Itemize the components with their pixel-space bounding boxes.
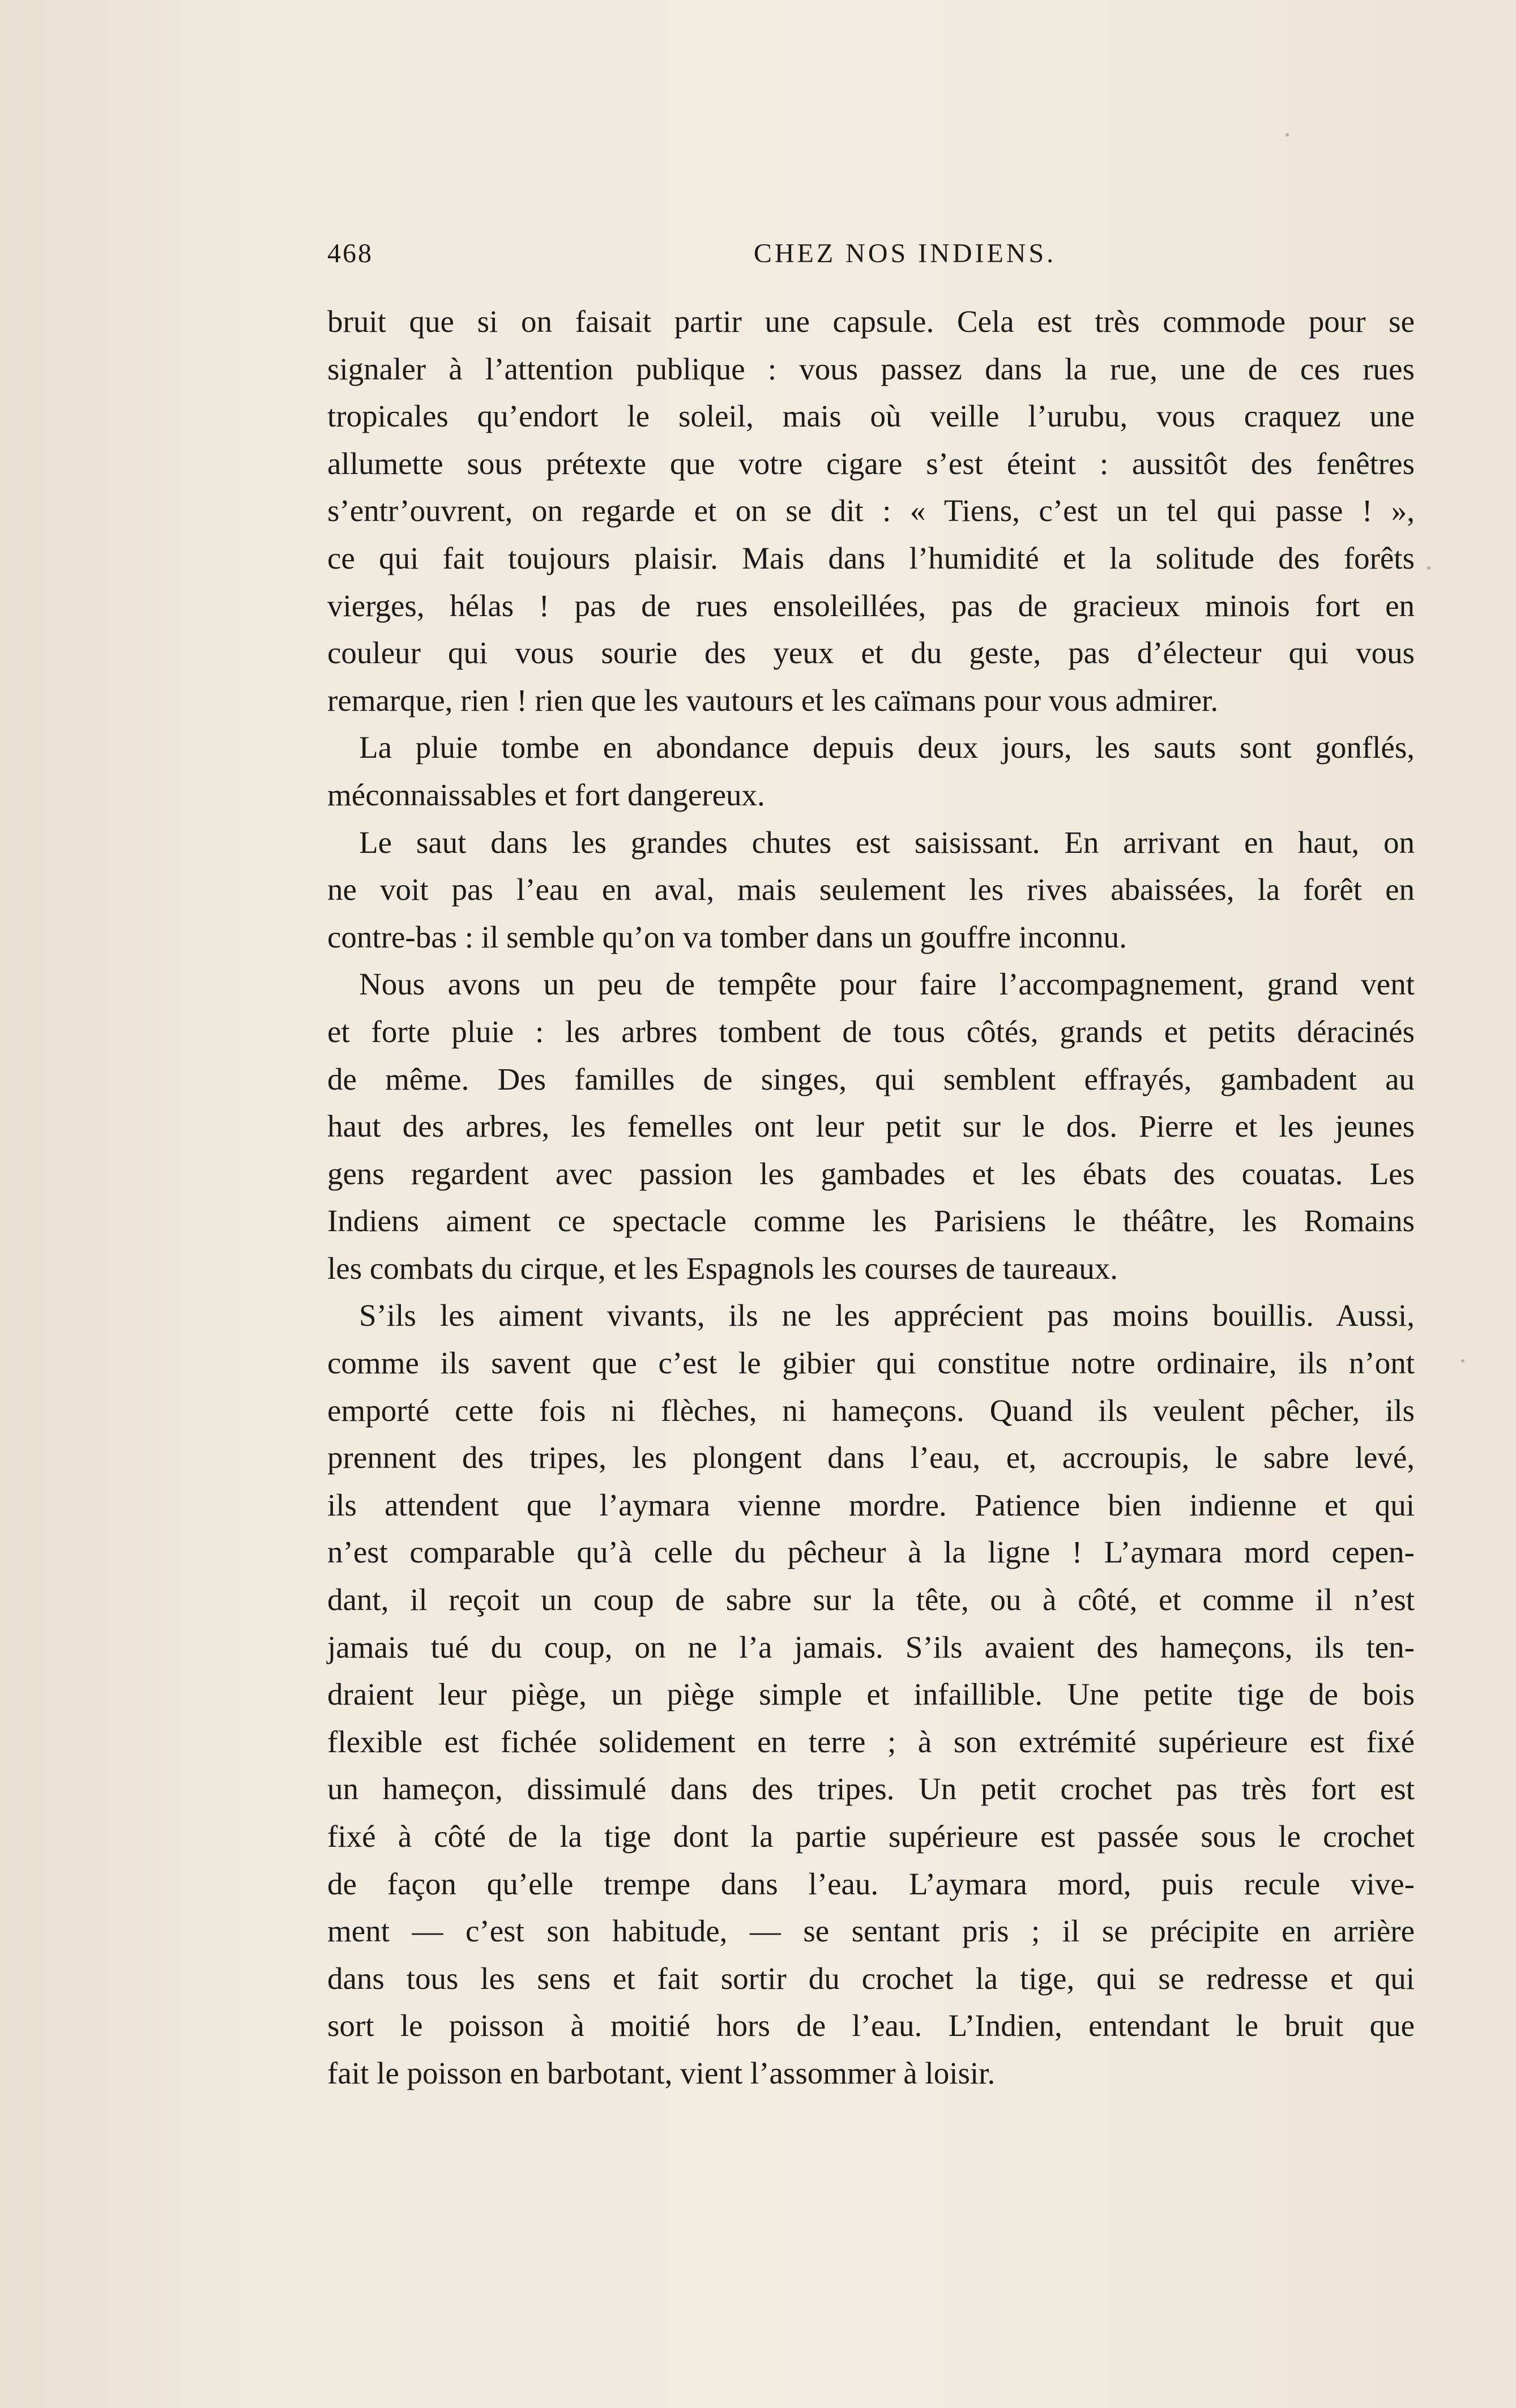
text-line: remarque, rien ! rien que les vautours et les caïmans pour vous admirer. [327,682,1219,718]
text-line: allumette sous prétexte que votre cigare s’est éteint : aussitôt des fenêtres [327,446,1415,481]
text-line: les combats du cirque, et les Espagnols les courses de taureaux. [327,1250,1118,1286]
text-line: flexible est fichée solidement en terre ; à son extrémité supérieure est fixé [327,1724,1415,1759]
text-line: La pluie tombe en abondance depuis deux jours, les sauts sont gonflés, [359,730,1415,765]
text-line: fixé à côté de la tige dont la partie supérieure est passée sous le crochet [327,1819,1415,1854]
text-line: prennent des tripes, les plongent dans l’eau, et, accroupis, le sabre levé, [327,1440,1415,1475]
text-line: couleur qui vous sourie des yeux et du geste, pas d’électeur qui vous [327,635,1415,671]
text-line: s’entr’ouvrent, on regarde et on se dit : « Tiens, c’est un tel qui passe ! », [327,493,1415,528]
text-line: méconnaissables et fort dangereux. [327,777,765,812]
text-line: ce qui fait toujours plaisir. Mais dans l’humidité et la solitude des forêts [327,540,1415,575]
text-line: jamais tué du coup, on ne l’a jamais. S’ils avaient des hameçons, ils ten- [327,1629,1415,1664]
page-number: 468 [327,238,373,268]
text-line: ment — c’est son habitude, — se sentant pris ; il se précipite en arrière [327,1914,1415,1949]
running-head [327,238,1415,277]
text-line: de façon qu’elle trempe dans l’eau. L’aymara mord, puis recule vive- [327,1866,1415,1901]
text-line: ne voit pas l’eau en aval, mais seulement les rives abaissées, la forêt en [327,872,1415,907]
text-line: comme ils savent que c’est le gibier qui constitue notre ordinaire, ils n’ont [327,1346,1415,1381]
text-line: fait le poisson en barbotant, vient l’assommer à loisir. [327,2055,996,2090]
paper-speck [1286,133,1289,136]
paper-speck [1461,1359,1464,1363]
text-line: sort le poisson à moitié hors de l’eau. L’Indien, entendant le bruit que [327,2008,1415,2043]
text-line: draient leur piège, un piège simple et infaillible. Une petite tige de bois [327,1677,1415,1712]
text-line: Nous avons un peu de tempête pour faire l’accompagnement, grand vent [359,967,1415,1002]
text-line: contre-bas : il semble qu’on va tomber dans un gouffre inconnu. [327,919,1127,954]
text-line: tropicales qu’endort le soleil, mais où veille l’urubu, vous craquez une [327,399,1415,434]
text-line: et forte pluie : les arbres tombent de tous côtés, grands et petits déracinés [327,1014,1415,1049]
paper-speck [1427,566,1430,570]
running-title: CHEZ NOS INDIENS. [753,238,1057,268]
text-line: ils attendent que l’aymara vienne mordre. Patience bien indienne et qui [327,1487,1415,1522]
text-line: S’ils les aiment vivants, ils ne les apprécient pas moins bouillis. Aussi, [359,1298,1415,1333]
text-line: gens regardent avec passion les gambades et les ébats des couatas. Les [327,1156,1415,1191]
body-text [327,298,1415,2097]
text-line: Le saut dans les grandes chutes est saisissant. En arrivant en haut, on [359,825,1415,860]
text-line: vierges, hélas ! pas de rues ensoleillées, pas de gracieux minois fort en [327,588,1415,623]
text-line: bruit que si on faisait partir une capsule. Cela est très commode pour se [327,304,1415,339]
text-line: un hameçon, dissimulé dans des tripes. Un petit crochet pas très fort est [327,1771,1415,1807]
text-line: Indiens aiment ce spectacle comme les Parisiens le théâtre, les Romains [327,1203,1415,1239]
text-line: de même. Des familles de singes, qui semblent effrayés, gambadent au [327,1061,1415,1096]
text-line: emporté cette fois ni flèches, ni hameçons. Quand ils veulent pêcher, ils [327,1393,1415,1428]
text-line: n’est comparable qu’à celle du pêcheur à la ligne ! L’aymara mord cepen- [327,1535,1415,1570]
text-line: signaler à l’attention publique : vous passez dans la rue, une de ces rues [327,351,1415,386]
text-line: dans tous les sens et fait sortir du crochet la tige, qui se redresse et qui [327,1961,1415,1996]
text-line: haut des arbres, les femelles ont leur petit sur le dos. Pierre et les jeunes [327,1109,1415,1144]
text-line: dant, il reçoit un coup de sabre sur la tête, ou à côté, et comme il n’est [327,1582,1415,1617]
